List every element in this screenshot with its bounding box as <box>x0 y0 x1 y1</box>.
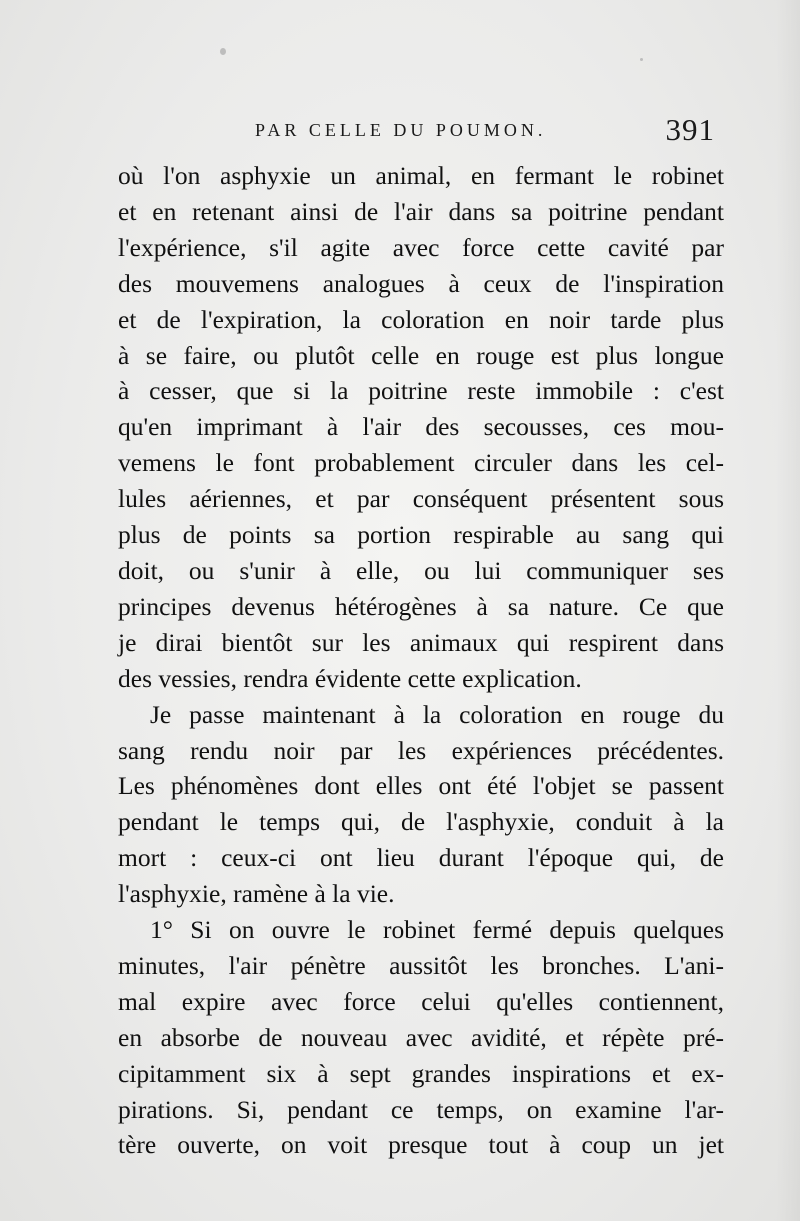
page-header <box>255 112 715 152</box>
text-line: et de l'expiration, la coloration en noir tarde plus <box>118 304 724 334</box>
text-line: principes devenus hétérogènes à sa nature. Ce que <box>118 591 724 621</box>
text-line: tère ouverte, on voit presque tout à coup un jet <box>118 1130 724 1160</box>
text-line: lules aériennes, et par conséquent présentent sous <box>118 484 724 514</box>
text-line: l'asphyxie, ramène à la vie. <box>118 879 395 909</box>
text-line: en absorbe de nouveau avec avidité, et répète pré- <box>118 1022 724 1052</box>
text-line: des vessies, rendra évidente cette explication. <box>118 663 582 693</box>
text-line: vemens le font probablement circuler dans les cel- <box>118 448 724 478</box>
ink-speck <box>640 58 643 61</box>
page-number: 391 <box>665 112 715 147</box>
text-line: où l'on asphyxie un animal, en fermant le robinet <box>118 161 724 190</box>
text-line: doit, ou s'unir à elle, ou lui communiquer ses <box>118 555 724 585</box>
text-line: des mouvemens analogues à ceux de l'inspiration <box>118 268 724 298</box>
text-line: à cesser, que si la poitrine reste immobile : c'est <box>118 376 724 406</box>
text-line: l'expérience, s'il agite avec force cette cavité par <box>118 232 724 262</box>
text-line: plus de points sa portion respirable au sang qui <box>118 520 724 550</box>
text-line: je dirai bientôt sur les animaux qui respirent dans <box>118 627 724 657</box>
text-line: mort : ceux-ci ont lieu durant l'époque qui, de <box>118 843 724 873</box>
text-line: à se faire, ou plutôt celle en rouge est plus longue <box>118 340 724 370</box>
text-line: pirations. Si, pendant ce temps, on examine l'ar- <box>118 1094 724 1124</box>
text-line: mal expire avec force celui qu'elles contiennent, <box>118 986 724 1016</box>
page-edge-shadow <box>776 0 800 1221</box>
text-line: minutes, l'air pénètre aussitôt les bronches. L'ani- <box>118 950 724 980</box>
body-text <box>118 158 724 1163</box>
ink-speck <box>220 48 226 55</box>
text-line: cipitamment six à sept grandes inspirations et ex- <box>118 1058 724 1088</box>
text-line: qu'en imprimant à l'air des secousses, ces mou- <box>118 412 724 442</box>
text-line: Les phénomènes dont elles ont été l'objet se passent <box>118 771 724 801</box>
text-line: sang rendu noir par les expériences précédentes. <box>118 735 724 765</box>
running-head: PAR CELLE DU POUMON. <box>255 120 547 140</box>
text-line: 1° Si on ouvre le robinet fermé depuis quelques <box>150 915 724 945</box>
text-line: Je passe maintenant à la coloration en rouge du <box>150 699 724 729</box>
text-line: et en retenant ainsi de l'air dans sa poitrine pendant <box>118 196 724 226</box>
text-line: pendant le temps qui, de l'asphyxie, conduit à la <box>118 807 724 837</box>
